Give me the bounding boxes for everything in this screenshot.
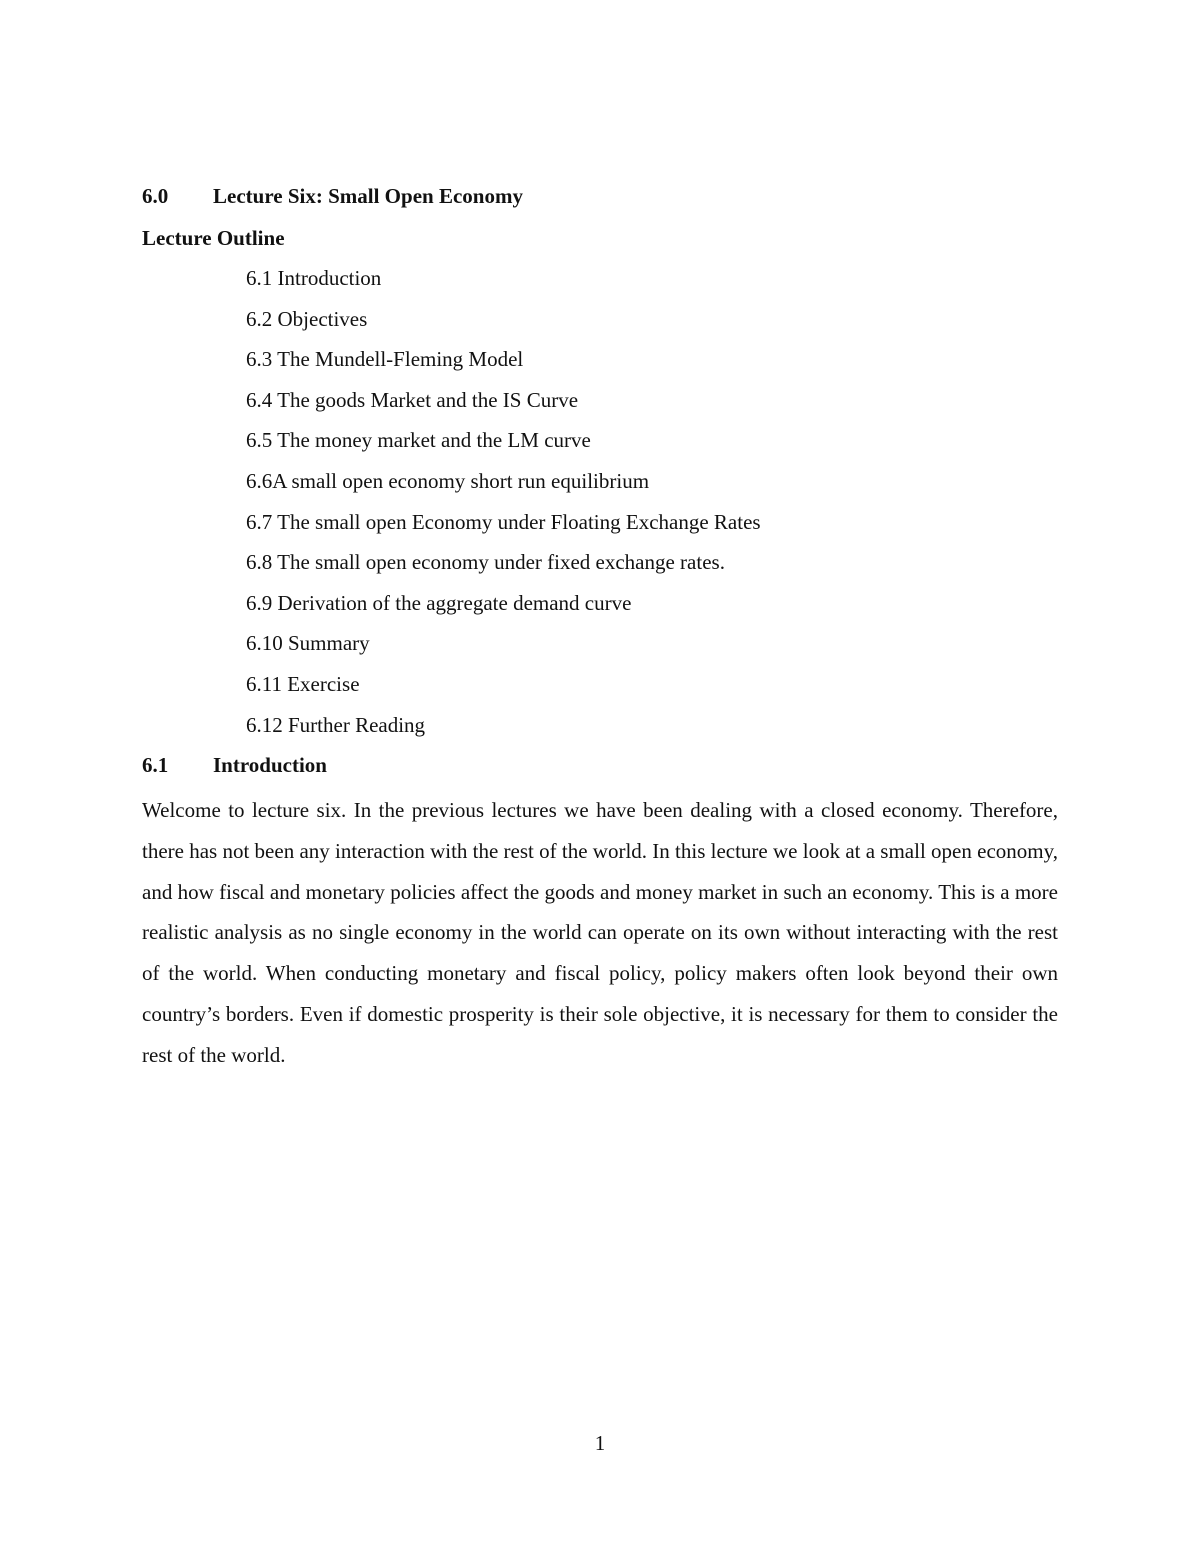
introduction-paragraph: Welcome to lecture six. In the previous lectures we have been dealing with a closed economy. Therefore, there has not been any interaction with the rest of the world. In this lecture we look at a small open economy, and how fiscal and monetary policies affect the goods and money market in such an economy. This is a more realistic analysis as no single economy in the world can operate on its own without interacting with the rest of the world. When conducting monetary and fiscal policy, policy makers often look beyond their own country’s borders. Even if domestic prosperity is their sole objective, it is necessary for them to consider the rest of the world. bbox=[142, 798, 1058, 1067]
outline-item: 6.2 Objectives bbox=[246, 306, 368, 331]
outline-item: 6.5 The money market and the LM curve bbox=[246, 428, 591, 453]
page-number: 1 bbox=[594, 1431, 606, 1455]
outline-item: 6.10 Summary bbox=[246, 631, 370, 656]
outline-item: 6.1 Introduction bbox=[246, 266, 382, 290]
outline-item: 6.7 The small open Economy under Floating Exchange Rates bbox=[246, 509, 761, 534]
outline-item: 6.4 The goods Market and the IS Curve bbox=[246, 387, 579, 412]
chapter-number: 6.0 bbox=[142, 184, 169, 208]
outline-heading: Lecture Outline bbox=[142, 226, 285, 250]
section-title: Introduction bbox=[213, 753, 327, 777]
chapter-heading bbox=[142, 183, 523, 209]
section-number: 6.1 bbox=[142, 753, 169, 777]
outline-item: 6.9 Derivation of the aggregate demand curve bbox=[246, 590, 632, 615]
outline-item: 6.8 The small open economy under fixed exchange rates. bbox=[246, 550, 725, 575]
outline-item: 6.6A small open economy short run equilibrium bbox=[246, 468, 650, 493]
chapter-title: Lecture Six: Small Open Economy bbox=[213, 184, 523, 208]
outline-list bbox=[246, 264, 761, 751]
outline-item: 6.3 The Mundell-Fleming Model bbox=[246, 347, 524, 372]
outline-item: 6.12 Further Reading bbox=[246, 712, 426, 737]
outline-item: 6.11 Exercise bbox=[246, 671, 360, 696]
section-heading bbox=[142, 752, 327, 778]
